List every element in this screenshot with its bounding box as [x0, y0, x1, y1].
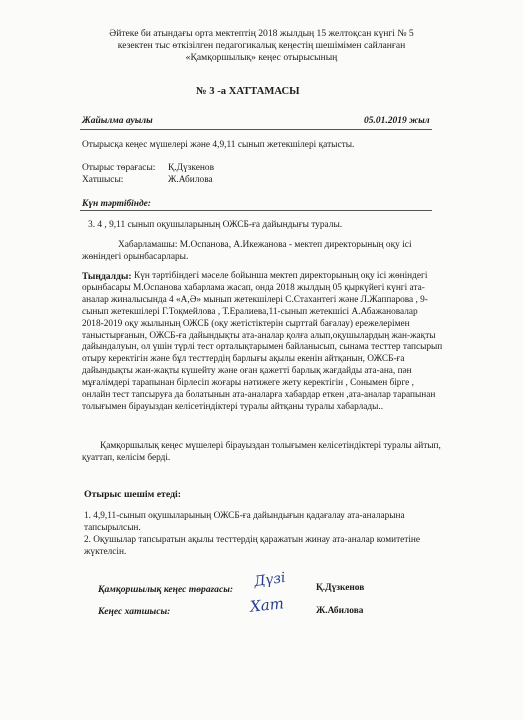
header-line-2: кезектен тыс өткізілген педагогикалық кеңестің шешімімен сайланған	[117, 40, 406, 51]
listened-line: Күн тәртібіндегі мәселе бойынша мектеп директорының оқу ісі жөніндегі	[134, 271, 428, 281]
place-name: Жайылма ауылы	[82, 116, 153, 126]
attendees-line: Отырысқа кеңес мүшелері және 4,9,11 сынып жетекшілері қатысты.	[82, 140, 355, 150]
chair-name: Қ.Дүзкенов	[168, 163, 214, 173]
decision-line: 1. 4,9,11-сынып оқушыларының ОЖСБ-ға дайындығын қадағалау ата-аналарына	[84, 511, 405, 521]
decision-line: 2. Оқушылар тапсыратын ақылы тесттердің қаражатын жинау ата-аналар комитетіне	[84, 534, 421, 545]
agenda-item: 3. 4 , 9,11 сынып оқушыларының ОЖСБ-ға дайындығы туралы.	[88, 220, 343, 230]
sign-chair-name: Қ.Дүзкенов	[316, 583, 365, 593]
chair-label: Отырыс төрағасы:	[82, 163, 156, 173]
listened-line: дайындалуын, ол үшін түрлі тест орталықтарымен байланысып, сынама тесттер тапсырып	[82, 342, 443, 353]
listened-line: орынбасары М.Оспанова хабарлама жасап, онда 2018 жылдың 05 қыркүйегі күнгі ата-	[82, 282, 425, 293]
chair-signature: Дүзі	[253, 569, 287, 591]
decision-line: тапсырылсын.	[84, 522, 141, 533]
listened-line: толығымен бірауыздан келісетіндіктері туралы айтқаны туралы хабарлады..	[82, 401, 384, 412]
agenda-heading: Күн тәртібінде:	[82, 199, 151, 209]
decision-line: жүктелсін.	[84, 546, 127, 557]
secretary-signature: Хат	[249, 594, 285, 616]
decisions-list	[84, 511, 454, 559]
listened-line: онлайн тест тапсыруға да болатынын ата-аналарға хабардар еткен ,ата-аналар тарапынан	[82, 390, 436, 401]
listened-line: сынып жетекшілері Г.Тоқмейлова , Т.Ералиева,11-сынып жетекшісі А.Абажановалар	[82, 306, 418, 317]
document-date: 05.01.2019 жыл	[364, 116, 430, 126]
agreed-line: Қамқоршылық кеңес мүшелері бірауыздан толығымен келісетіндіктері туралы айтып,	[100, 441, 441, 451]
agenda-underline	[80, 210, 432, 211]
listened-line: мұғалімдері тарапынан бірлесіп жоғары нәтижеге жету керектігін , Сонымен бірге ,	[82, 378, 414, 389]
speakers-line-2: жөніндегі орынбасарлары.	[82, 252, 189, 262]
listened-line: дайындықты жан-жақты күшейту және оған қажетті барлық жағдайды ата-ана, пән	[82, 366, 412, 377]
agreed-paragraph	[82, 441, 452, 465]
sign-chair-label: Қамқоршылық кеңес төрағасы:	[98, 584, 234, 595]
speakers-line-1: Хабарламашы: М.Оспанова, А.Икежанова - мектеп директорының оқу ісі	[118, 240, 412, 250]
secretary-name: Ж.Абилова	[168, 175, 213, 185]
sign-secretary-name: Ж.Абилова	[316, 606, 364, 616]
listened-label: Тыңдалды:	[82, 271, 132, 282]
listened-line: аналар жиналысында 4 «А,Ә» мынып жетекшілері С.Стахантегі және Л.Жаппарова , 9-	[82, 294, 428, 305]
place-underline	[80, 129, 432, 130]
header-line-1: Әйтеке би атындағы орта мектептің 2018 жылдың 15 желтоқсан күнгі № 5	[109, 28, 414, 39]
listened-paragraph	[82, 271, 452, 414]
secretary-label: Хатшысы:	[82, 175, 124, 185]
agreed-line: қуаттап, келісім берді.	[82, 452, 171, 463]
decided-heading: Отырыс шешім етеді:	[84, 489, 182, 500]
header-line-3: «Қамқоршылық» кеңес отырысының	[185, 52, 338, 63]
sign-secretary-label: Кеңес хатшысы:	[98, 606, 171, 617]
document-title: № 3 -а ХАТТАМАСЫ	[196, 86, 300, 97]
listened-line: 2018-2019 оқу жылының ОЖСБ (оқу жетістіктерін сырттай бағалау) ережелерімен	[82, 318, 410, 329]
listened-line: таныстырғанын, ОЖСБ-ға дайындықты ата-аналар қолға алып,оқушылардың жан-жақты	[82, 330, 436, 341]
listened-line: отыру керектігін және бұл тесттердің барлығы ақылы екенін айтқанын, ОЖСБ-ға	[82, 354, 405, 365]
